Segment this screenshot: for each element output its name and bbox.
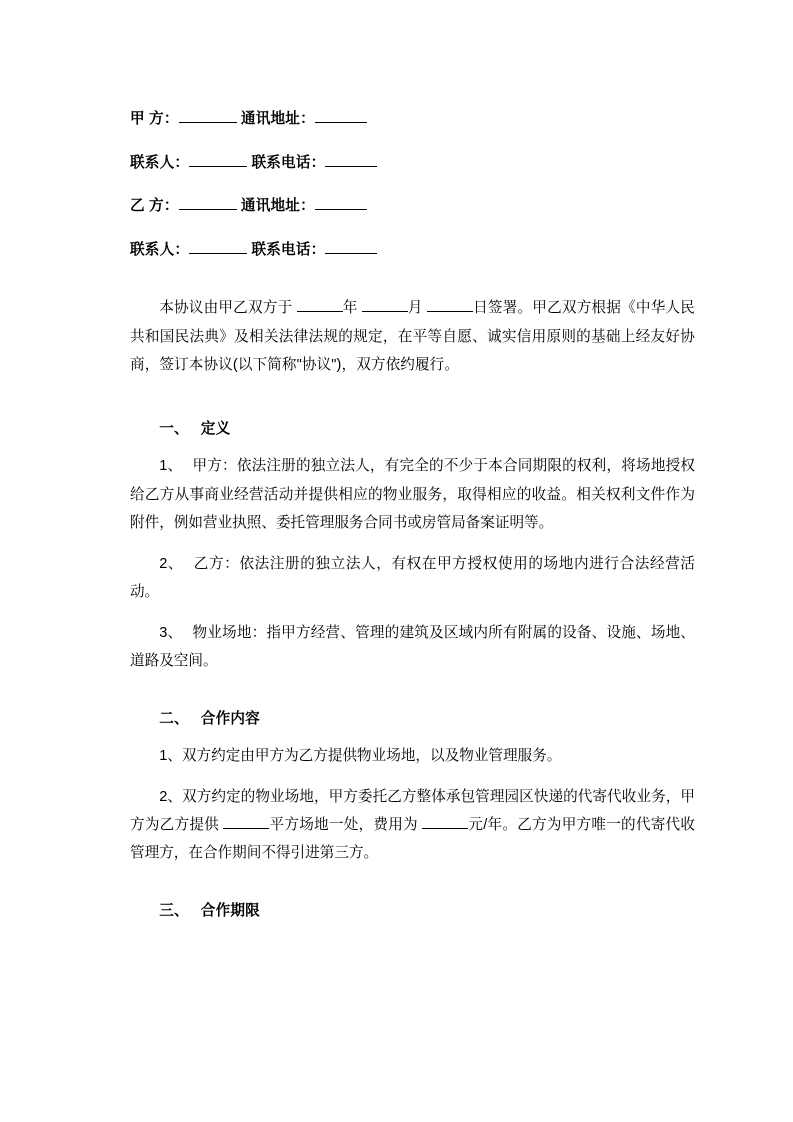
party-a-address-line	[130, 112, 695, 127]
section-1-item-3-text: 物业场地：指甲方经营、管理的建筑及区域内所有附属的设备、设施、场地、道路及空间。	[130, 624, 695, 670]
section-1-item-2-text: 乙方：依法注册的独立法人，有权在甲方授权使用的场地内进行合法经营活动。	[130, 555, 695, 601]
fee-blank[interactable]	[422, 828, 468, 829]
section-2-item-2-seg2: 平方场地一处，费用为	[269, 817, 418, 833]
sign-year-blank[interactable]	[297, 311, 343, 312]
section-2-item-2-seg3: 元/年。乙方为甲方唯一的代寄代收管理方，在合作期间不得引进第三方。	[130, 817, 695, 862]
section-2-item-1	[130, 742, 695, 770]
party-a-label: 甲 方：	[130, 111, 179, 127]
party-b-address-label: 通讯地址：	[240, 198, 315, 215]
party-a-phone-label: 联系电话：	[251, 154, 326, 171]
party-a-contact-label: 联系人：	[130, 154, 190, 171]
section-2-item-1-text: 双方约定由甲方为乙方提供物业场地，以及物业管理服务。	[181, 748, 562, 765]
party-b-contact-label: 联系人：	[130, 241, 190, 258]
section-2-number: 二、	[159, 710, 189, 727]
party-a-contact-line	[130, 156, 695, 171]
party-b-contact-line	[130, 243, 695, 258]
section-heading-3	[130, 904, 695, 919]
party-a-address-label: 通讯地址：	[240, 111, 315, 127]
preamble-unit-year: 年	[342, 300, 358, 317]
party-b-name-blank[interactable]	[179, 209, 237, 210]
preamble-unit-month: 月	[407, 300, 423, 317]
preamble-segment-2: 日签署。甲乙双方根据《中华人民共和国民法典》及相关法律法规的规定，在平等自愿、诚实信用原则的基础上经友好协商，签订本协议(以下简称"协议")，双方依约履行。	[130, 300, 695, 374]
section-2-title: 合作内容	[200, 710, 260, 727]
party-b-phone-blank[interactable]	[325, 253, 377, 254]
section-2-item-1-number: 1、	[159, 748, 182, 765]
section-2-item-2-prefix: 2、双方约定的物业场地，	[159, 788, 329, 805]
preamble-paragraph	[130, 294, 695, 379]
sign-month-blank[interactable]	[362, 311, 408, 312]
party-a-address-blank[interactable]	[315, 122, 367, 123]
section-2-item-2-seg1: 甲方委托乙方整体承包管理园区快递的代寄代收业务，甲方为乙方提供	[130, 788, 695, 833]
party-b-label: 乙 方：	[130, 198, 179, 215]
document-body	[130, 112, 695, 919]
section-1-title: 定义	[200, 420, 231, 437]
section-heading-1	[130, 422, 695, 437]
section-1-number: 一、	[159, 420, 189, 437]
area-blank[interactable]	[223, 828, 269, 829]
party-a-phone-blank[interactable]	[325, 166, 377, 167]
section-3-number: 三、	[159, 902, 189, 919]
party-b-contact-blank[interactable]	[189, 253, 247, 254]
preamble-segment-1: 本协议由甲乙双方于	[159, 300, 293, 317]
party-b-address-line	[130, 199, 695, 214]
party-b-phone-label: 联系电话：	[251, 241, 326, 258]
section-1-item-2	[130, 550, 695, 607]
section-1-item-3	[130, 619, 695, 676]
section-1-item-3-number: 3、	[159, 624, 183, 641]
party-b-address-blank[interactable]	[315, 209, 367, 210]
section-heading-2	[130, 712, 695, 727]
section-1-item-1	[130, 452, 695, 537]
section-2-item-2	[130, 783, 695, 868]
party-a-contact-blank[interactable]	[189, 166, 247, 167]
section-1-item-1-number: 1、	[159, 458, 183, 475]
party-a-name-blank[interactable]	[179, 122, 237, 123]
section-3-title: 合作期限	[200, 902, 260, 919]
section-1-item-1-text: 甲方：依法注册的独立法人，有完全的不少于本合同期限的权利，将场地授权给乙方从事商业经营活动并提供相应的物业服务，取得相应的收益。相关权利文件作为附件，例如营业执照、委托管理服务合同书或房管局备案证明等。	[130, 458, 695, 532]
section-1-item-2-number: 2、	[159, 555, 184, 572]
sign-day-blank[interactable]	[427, 311, 473, 312]
